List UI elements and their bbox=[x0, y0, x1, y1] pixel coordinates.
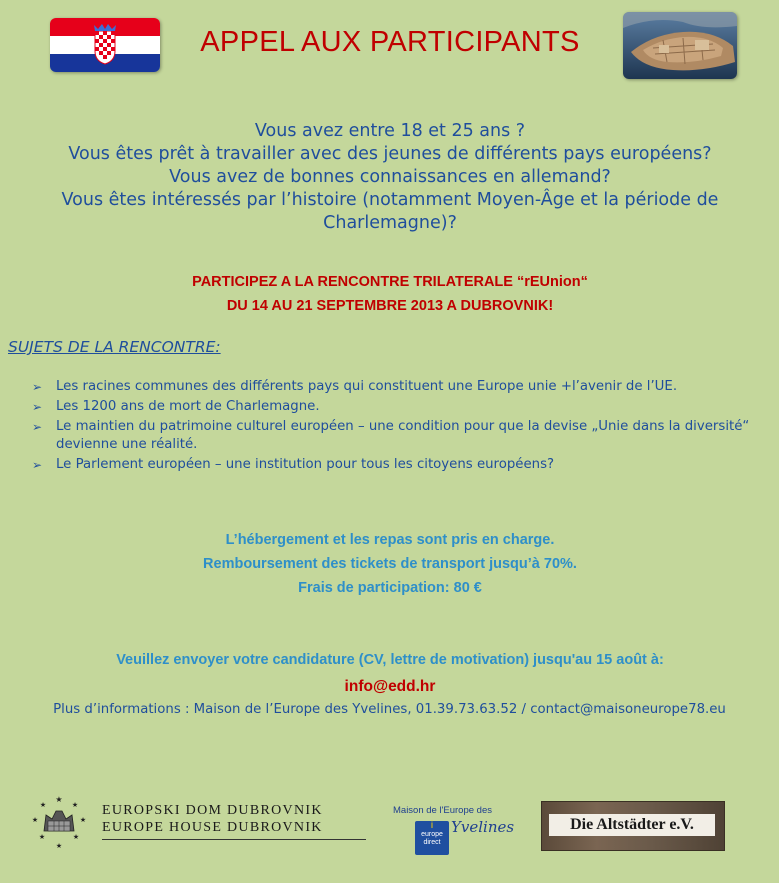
application-instructions: Veuillez envoyer votre candidature (CV, lettre de motivation) jusqu'au 15 août à: bbox=[116, 652, 664, 668]
europe-direct-badge bbox=[415, 821, 449, 855]
intro-questions bbox=[20, 120, 760, 235]
topic-text: Les 1200 ans de mort de Charlemagne. bbox=[56, 399, 320, 414]
info-reimbursement: Remboursement des tickets de transport jusqu’à 70%. bbox=[203, 556, 577, 572]
question-line: Vous avez de bonnes connaissances en allemand? bbox=[169, 167, 611, 187]
arrow-bullet-icon: ➢ bbox=[32, 400, 43, 414]
maison-name-line1: Maison de l'Europe des bbox=[393, 805, 492, 816]
svg-text:★: ★ bbox=[55, 795, 63, 804]
page-title: APPEL AUX PARTICIPANTS bbox=[200, 26, 580, 58]
svg-text:★: ★ bbox=[72, 833, 80, 841]
question-line: Vous avez entre 18 et 25 ans ? bbox=[254, 121, 526, 141]
contact-email-link[interactable]: info@edd.hr bbox=[344, 678, 436, 695]
topics-heading: SUJETS DE LA RENCONTRE: bbox=[8, 338, 221, 356]
list-item bbox=[32, 418, 777, 454]
question-line: Charlemagne)? bbox=[323, 213, 457, 233]
question-line: Vous êtes prêt à travailler avec des jeunes de différents pays européens? bbox=[68, 144, 712, 164]
svg-text:★: ★ bbox=[38, 833, 46, 841]
croatian-flag-image bbox=[50, 18, 160, 72]
europe-house-dubrovnik-logo bbox=[28, 793, 366, 851]
topics-list bbox=[32, 378, 777, 476]
arrow-bullet-icon: ➢ bbox=[32, 458, 43, 472]
topic-text: Les racines communes des différents pays qui constituent une Europe unie +l’avenir de l’UE. bbox=[56, 379, 678, 394]
altstaedter-logo bbox=[541, 801, 725, 851]
info-accommodation: L’hébergement et les repas sont pris en charge. bbox=[225, 532, 555, 548]
svg-text:★: ★ bbox=[31, 816, 39, 824]
divider bbox=[102, 839, 366, 840]
info-icon: i bbox=[430, 820, 434, 831]
svg-text:★: ★ bbox=[55, 842, 63, 850]
europe-direct-line1: europe bbox=[421, 831, 443, 838]
europe-house-emblem-icon bbox=[28, 793, 90, 851]
maison-name-line2: Yvelines bbox=[451, 818, 515, 836]
event-dates: DU 14 AU 21 SEPTEMBRE 2013 A DUBROVNIK! bbox=[226, 298, 554, 314]
event-title: PARTICIPEZ A LA RENCONTRE TRILATERALE “rEUnion“ bbox=[192, 274, 588, 290]
dubrovnik-photo-image bbox=[623, 12, 737, 79]
svg-text:★: ★ bbox=[79, 816, 87, 824]
topic-text: Le Parlement européen – une institution pour tous les citoyens européens? bbox=[56, 457, 555, 472]
arrow-bullet-icon: ➢ bbox=[32, 420, 43, 434]
question-line: Vous êtes intéressés par l’histoire (notamment Moyen-Âge et la période de bbox=[61, 190, 719, 210]
list-item bbox=[32, 456, 777, 474]
topic-text: Le maintien du patrimoine culturel européen – une condition pour que la devise „Unie dans la diversité“ devienne une réalité. bbox=[56, 419, 750, 452]
edd-name-english: EUROPE HOUSE DUBROVNIK bbox=[102, 820, 323, 835]
altstaedter-name: Die Altstädter e.V. bbox=[549, 814, 715, 836]
edd-name-croatian: EUROPSKI DOM DUBROVNIK bbox=[102, 803, 323, 818]
maison-europe-yvelines-logo bbox=[381, 805, 521, 857]
more-info-text: Plus d’informations : Maison de l’Europe des Yvelines, 01.39.73.63.52 / contact@maisoneurope78.eu bbox=[53, 702, 726, 717]
svg-text:★: ★ bbox=[39, 801, 47, 809]
list-item bbox=[32, 378, 777, 396]
arrow-bullet-icon: ➢ bbox=[32, 380, 43, 394]
practical-info bbox=[20, 528, 760, 600]
info-fee: Frais de participation: 80 € bbox=[298, 580, 482, 596]
svg-text:★: ★ bbox=[71, 801, 79, 809]
event-highlight bbox=[20, 270, 760, 318]
list-item bbox=[32, 398, 777, 416]
europe-direct-line2: direct bbox=[423, 839, 441, 846]
